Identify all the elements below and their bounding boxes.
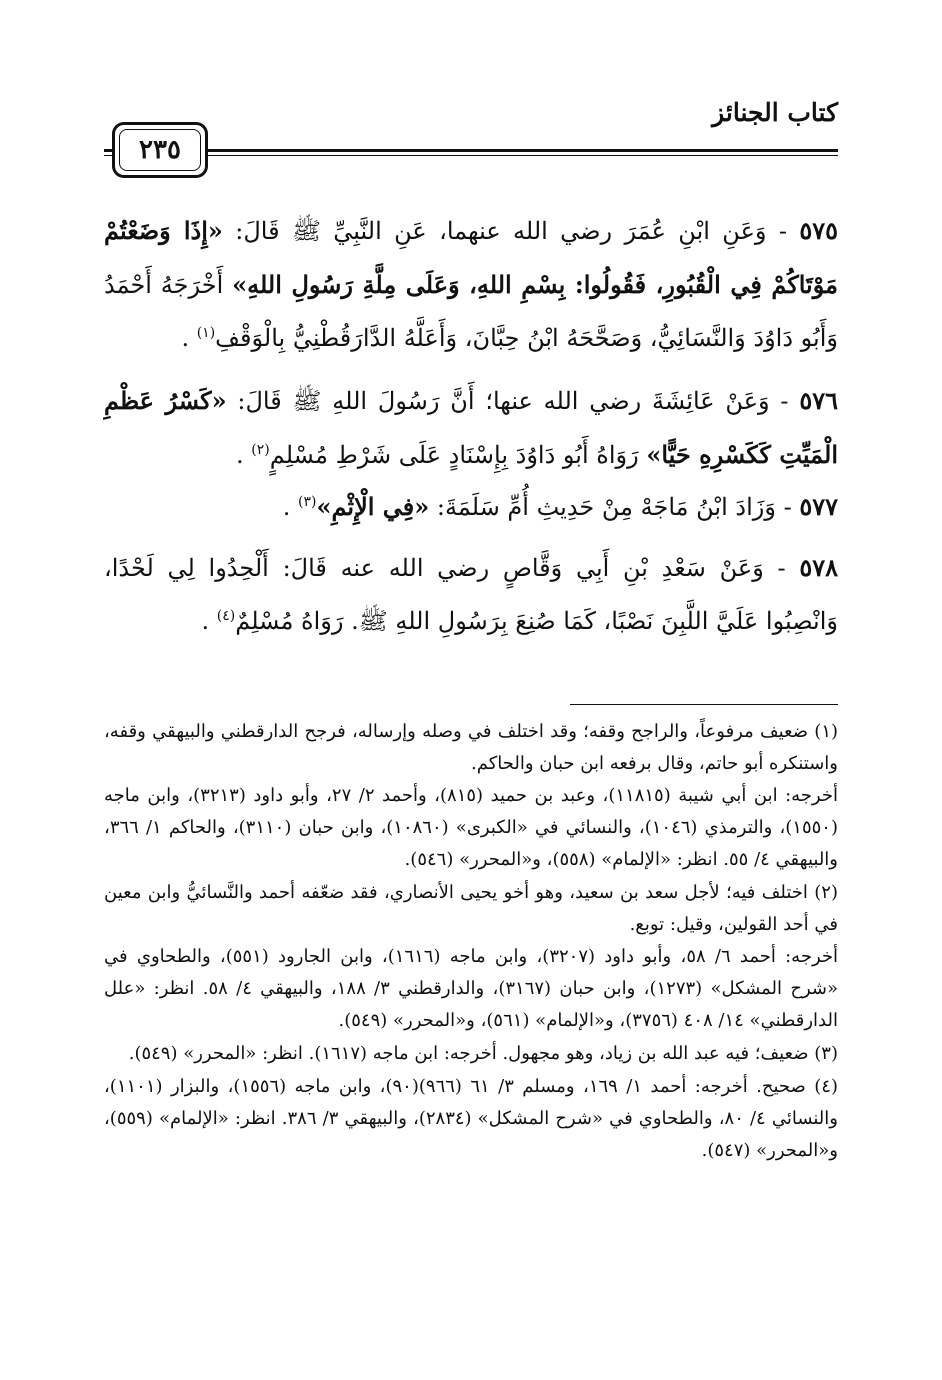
hadith-number: ٥٧٥ [799,216,839,245]
hadith-575: ٥٧٥ - وَعَنِ ابْنِ عُمَرَ رضي الله عنهما، عَنِ النَّبِيِّ ﷺ قَالَ: «إِذَا وَضَعْتُمْ مَوْتَاكُمْ فِي الْقُبُورِ، فَقُولُوا: بِسْمِ اللهِ، وَعَلَى مِلَّةِ رَسُولِ اللهِ» أَخْرَجَهُ أَحْمَدُ وَأَبُو دَاوُدَ وَالنَّسَائِيُّ، وَصَحَّحَهُ ابْنُ حِبَّانَ، وَأَعَلَّهُ الدَّارَقُطْنِيُّ بِالْوَقْفِ$^{(١)}$ . [104,216,839,352]
footnote-ref: (١) [196,325,216,341]
footnote-4 [104,1071,838,1167]
hadith-577: ٥٧٧ - وَزَادَ ابْنُ مَاجَهْ مِنْ حَدِيثِ أُمِّ سَلَمَةَ: «فِي الْإِثْمِ»$^{(٣)}$ . [282,492,838,521]
footnote-3 [104,1038,838,1070]
hadith-source: رَوَاهُ أَبُو دَاوُدَ بِإِسْنَادٍ عَلَى شَرْطِ مُسْلِمٍ [269,441,639,469]
hadith-578: ٥٧٨ - وَعَنْ سَعْدِ بْنِ أَبِي وَقَّاصٍ رضي الله عنه قَالَ: أَلْحِدُوا لِي لَحْدًا، وَانْصِبُوا عَلَيَّ اللَّبِنَ نَصْبًا، كَمَا صُنِعَ بِرَسُولِ اللهِ ﷺ. رَوَاهُ مُسْلِمٌ$^{(٤)}$ . [104,553,838,635]
hadith-dash: - [775,493,792,521]
header-rule-thin [104,155,838,156]
hadith-source: أَخْرَجَهُ أَحْمَدُ وَأَبُو دَاوُدَ وَالنَّسَائِيُّ، وَصَحَّحَهُ ابْنُ حِبَّانَ، وَأَعَلَّهُ الدَّارَقُطْنِيُّ بِالْوَقْفِ [104,271,838,352]
hadith-dash: - [763,554,786,582]
hadith-dash: - [769,387,789,415]
footnotes [104,716,838,1167]
hadith-source: رَوَاهُ مُسْلِمٌ [235,607,344,635]
header-rule-thick [104,149,838,152]
footnote-2 [104,877,838,1037]
footnote-1 [104,716,838,876]
hadith-quote: «إِذَا وَضَعْتُمْ مَوْتَاكُمْ فِي الْقُبُورِ، فَقُولُوا: بِسْمِ اللهِ، وَعَلَى مِلَّةِ رَسُولِ اللهِ» [104,216,838,299]
hadith-number: ٥٧٦ [799,386,839,415]
footnote-ref: (٤) [216,608,236,624]
hadith-quote: «فِي الْإِثْمِ» [316,492,430,521]
footnote-text: ضعيف مرفوعاً، والراجح وقفه؛ وقد اختلف في وصله وإرساله، فرجح الدارقطني والبيهقي وقفه، واستنكره أبو حاتم، وقال برفعه ابن حبان والحاكم. [104,721,838,774]
footnote-text: صحيح. أخرجه: أحمد ١/ ١٦٩، ومسلم ٣/ ٦١ (٩٦٦)(٩٠)، وابن ماجه (١٥٥٦)، والبزار (١١٠١)، والنسائي ٤/ ٨٠، والطحاوي في «شرح المشكل» (٢٨٣٤)، والبيهقي ٣/ ٣٨٦. انظر: «الإلمام» (٥٥٩)، و«المحرر» (٥٤٧). [104,1076,838,1161]
footnote-separator [570,704,838,705]
footnote-text: اختلف فيه؛ لأجل سعد بن سعيد، وهو أخو يحيى الأنصاري، فقد ضعّفه أحمد والنَّسائيُّ وابن معين في أحد القولين، وقيل: توبع. [104,882,838,935]
footnote-text: أخرجه: أحمد ٦/ ٥٨، وأبو داود (٣٢٠٧)، وابن ماجه (١٦١٦)، وابن الجارود (٥٥١)، والطحاوي في «شرح المشكل» (١٢٧٣)، وابن حبان (٣١٦٧)، والدارقطني ٣/ ١٨٨، والبيهقي ٤/ ٥٨. انظر: «علل الدارقطني» ١٤/ ٤٠٨ (٣٧٥٦)، و«الإلمام» (٥٦١)، و«المحرر» (٥٤٩). [104,946,839,1031]
footnote-mark: (٢) [814,882,838,903]
hadith-number: ٥٧٧ [799,492,838,521]
footnote-mark: (٣) [814,1043,838,1064]
footnote-ref: (٢) [251,442,270,458]
hadith-quote: «كَسْرُ عَظْمِ الْمَيِّتِ كَكَسْرِهِ حَيًّا» [104,386,838,469]
hadith-dash: - [766,217,787,245]
page-number: ٢٣٥ [119,129,201,171]
footnote-text: أخرجه: ابن أبي شيبة (١١٨١٥)، وعبد بن حميد (٨١٥)، وأحمد ٢/ ٢٧، وأبو داود (٣٢١٣)، وابن ماجه (١٥٥٠)، والترمذي (١٠٤٦)، والنسائي في «الكبرى» (١٠٨٦٠)، وابن حبان (٣١١٠)، والحاكم ١/ ٣٦٦، والبيهقي ٤/ ٥٥. انظر: «الإلمام» (٥٥٨)، و«المحرر» (٥٤٦). [104,785,838,870]
hadith-intro: وَعَنْ عَائِشَةَ رضي الله عنها؛ أَنَّ رَسُولَ اللهِ ﷺ قَالَ: [237,387,770,415]
hadith-intro: وَزَادَ ابْنُ مَاجَهْ مِنْ حَدِيثِ أُمِّ سَلَمَةَ: [436,493,776,521]
footnote-text: ضعيف؛ فيه عبد الله بن زياد، وهو مجهول. أخرجه: ابن ماجه (١٦١٧). انظر: «المحرر» (٥٤٩). [128,1043,809,1064]
page-number-frame [112,122,208,178]
book-title: كتاب الجنائز [712,98,838,127]
hadith-quote: أَلْحِدُوا لِي لَحْدًا، وَانْصِبُوا عَلَيَّ اللَّبِنَ نَصْبًا، كَمَا صُنِعَ بِرَسُولِ اللهِ ﷺ. [104,554,838,635]
footnote-mark: (٤) [814,1076,838,1097]
hadith-intro: وَعَنِ ابْنِ عُمَرَ رضي الله عنهما، عَنِ النَّبِيِّ ﷺ قَالَ: [235,217,767,245]
hadith-number: ٥٧٨ [799,553,838,582]
footnote-mark: (١) [814,721,839,742]
hadith-intro: وَعَنْ سَعْدِ بْنِ أَبِي وَقَّاصٍ رضي الله عنه قَالَ: [282,554,764,582]
hadith-576: ٥٧٦ - وَعَنْ عَائِشَةَ رضي الله عنها؛ أَنَّ رَسُولَ اللهِ ﷺ قَالَ: «كَسْرُ عَظْمِ الْمَيِّتِ كَكَسْرِهِ حَيًّا» رَوَاهُ أَبُو دَاوُدَ بِإِسْنَادٍ عَلَى شَرْطِ مُسْلِمٍ$^{(٢)}$ . [104,386,839,469]
footnote-ref: (٣) [297,494,317,510]
header-rule [104,138,838,168]
